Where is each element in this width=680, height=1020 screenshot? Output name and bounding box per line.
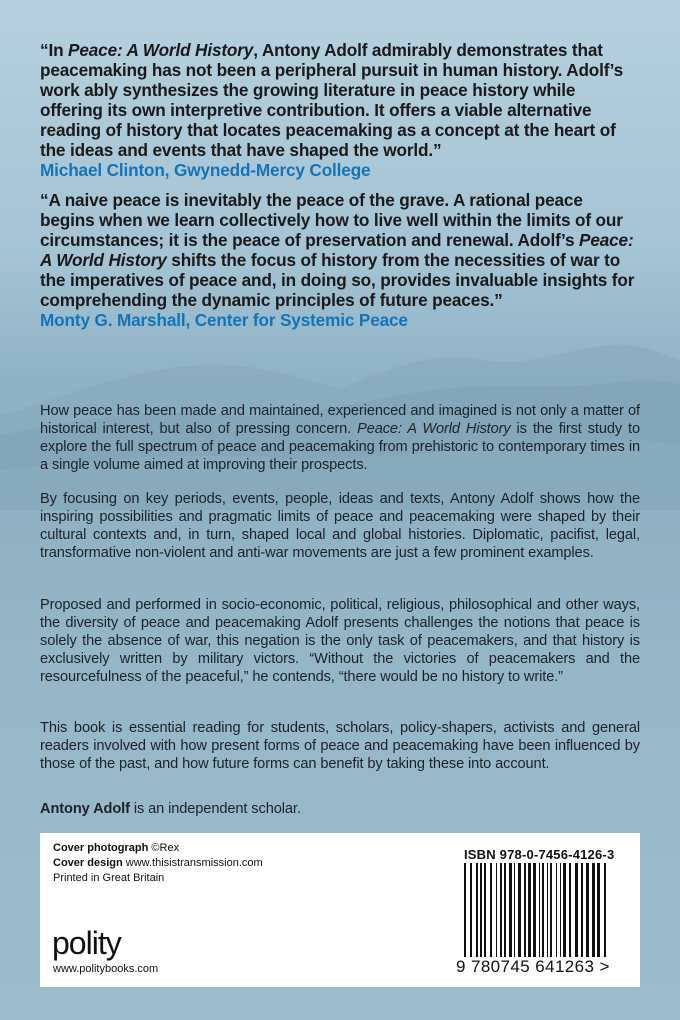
photo-credit-label: Cover photograph [53,842,149,854]
barcode-bar [597,863,600,959]
isbn-label: ISBN 978-0-7456-4126-3 [464,847,615,862]
barcode-bar [464,863,466,959]
photo-credit-value: ©Rex [148,842,180,854]
review-quote-2 [40,190,640,330]
barcode-bar [533,863,536,959]
description-paragraph-4 [40,719,640,773]
quote-attribution: Monty G. Marshall, Center for Systemic Peace [40,310,408,330]
barcode-bar [560,863,561,959]
barcode-bar [518,863,521,959]
book-title-italic: Peace: A World History [357,421,511,437]
quote-text [40,190,634,310]
quote-attribution: Michael Clinton, Gwynedd-Mercy College [40,160,371,180]
book-title-italic: Peace: A World History [40,230,634,270]
publisher-panel [40,833,640,987]
barcode-bar [604,863,606,959]
printed-in: Printed in Great Britain [53,872,165,884]
barcode-bar [539,863,540,959]
barcode-bar [563,863,566,959]
barcode-bar [480,863,482,959]
design-credit-label: Cover design [53,857,123,869]
author-bio [40,800,640,818]
barcode-bar [556,863,557,959]
review-quote-1 [40,40,640,180]
description-paragraph-3 [40,596,640,686]
text-segment: “In [40,40,69,60]
text-segment: By focusing on key periods, events, people, ideas and texts, Antony Adolf shows how the inspiring possibilities and pragmatic limits of peace and peacemaking were shaped by their cultural contexts and, in turn, shaped local and global histories. Diplomatic, pacifist, legal, transformative non-violent and anti-war movements are just a few prominent examples. [40,491,640,561]
barcode-bar [575,863,578,959]
barcode-bar [547,863,548,959]
text-segment: This book is essential reading for students, scholars, policy-shapers, activists and general readers involved with how present forms of peace and peacemaking have been influenced by those of the past, and how future forms can benefit by taking these into account. [40,720,640,772]
barcode-bar [490,863,492,959]
barcode-bar [504,863,506,959]
text-segment: shifts the focus of history from the necessities of war to the imperatives of peace and, in doing so, provides invaluable insights for comprehending the dynamic principles of future peaces.” [40,250,635,310]
barcode-bar [592,863,595,959]
publisher-website: www.politybooks.com [53,963,159,975]
description-paragraph-1 [40,402,640,474]
author-name: Antony Adolf [40,801,130,817]
barcode-bar [484,863,486,959]
design-credit-value: www.thisistransmission.com [122,857,263,869]
credits [53,841,263,886]
barcode-bar [514,863,515,959]
quote-text [40,40,623,160]
book-title-italic: Peace: A World History [68,40,254,60]
barcode-bar [569,863,571,959]
barcode-bar [528,863,531,959]
text-segment: is the first study to explore the full spectrum of peace and peacemaking from prehistoric to contemporary times in a single volume aimed at improving their prospects. [40,421,640,473]
text-segment: , Antony Adolf admirably demonstrates that peacemaking has not been a peripheral pursuit in human history. Adolf’s work ably synthesizes the growing literature in peace history while offering its own interpretive contribution. It offers a viable alternative reading of history that locates peacemaking as a concept at the heart of the ideas and events that have shaped the world.” [40,40,624,160]
ean-digits: 9 780745 641263 > [456,957,640,977]
barcode-bar [496,863,497,959]
polity-logo: polity [52,925,121,961]
author-bio-text: is an independent scholar. [129,801,301,817]
text-segment: “A naive peace is inevitably the peace of the grave. A rational peace begins when we learn collectively how to live well within the limits of our circumstances; it is the peace of preservation and renewal. Adolf’s [40,190,623,250]
barcode-bar [509,863,512,959]
text-segment: How peace has been made and maintained, experienced and imagined is not only a matter of historical interest, but also of pressing concern. [40,403,640,437]
barcode-bar [524,863,526,959]
barcode-bar [500,863,502,959]
barcode-bar [586,863,589,959]
description-paragraph-2 [40,490,640,562]
barcode-bar [550,863,552,959]
barcode-bar [581,863,583,959]
barcode-bar [542,863,544,959]
barcode-bar [476,863,478,959]
barcode-bar [470,863,472,959]
text-segment: Proposed and performed in socio-economic, political, religious, philosophical and other ways, the diversity of peace and peacemaking Adolf presents challenges the notions that peace is solely the absence of war, this negation is the only task of peacemakers, and that history is exclusively written by military victors. “Without the victories of peacemakers and the resourcefulness of the peaceful,” he contends, “there would be no history to write.” [40,597,640,685]
